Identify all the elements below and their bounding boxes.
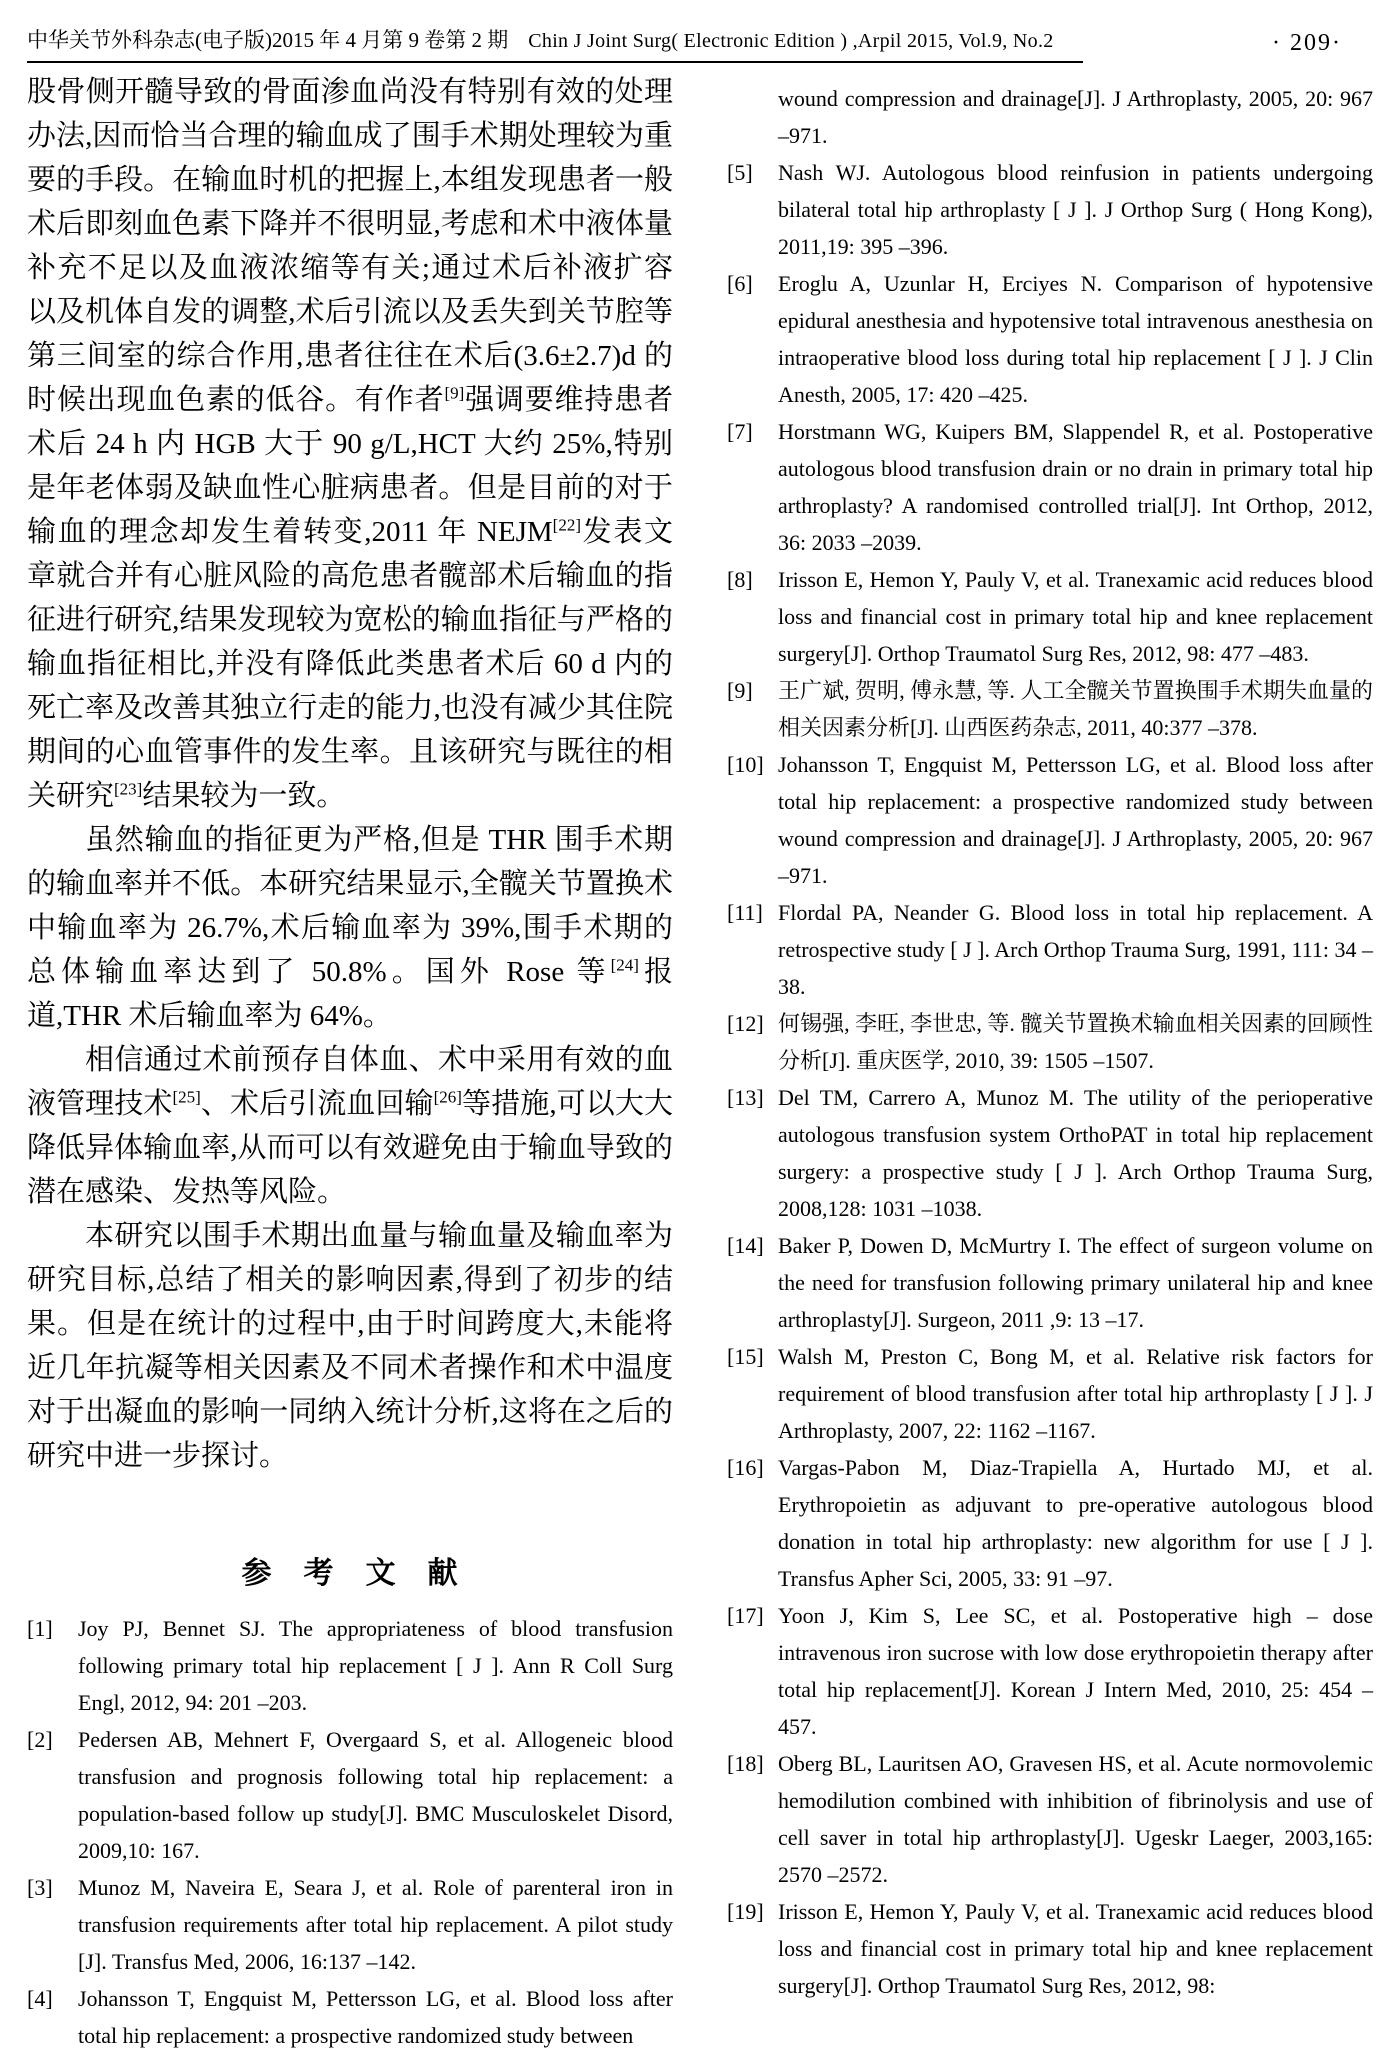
reference-text: Walsh M, Preston C, Bong M, et al. Relative risk factors for requirement of blood transfusion after total hip arthroplasty [ J ]. J Arthroplasty, 2007, 22: 1162 –1167. — [778, 1344, 1373, 1443]
reference-item — [727, 561, 1373, 672]
references-heading: 参 考 文 献 — [241, 1557, 459, 1590]
reference-number: [13] — [727, 1085, 764, 1110]
reference-item — [727, 154, 1373, 265]
citation-superscript: [24] — [610, 955, 639, 975]
reference-item — [727, 265, 1373, 413]
journal-title-en: Chin J Joint Surg( Electronic Edition ) ,Arpil 2015, Vol.9, No.2 — [528, 30, 1054, 52]
reference-item — [727, 894, 1373, 1005]
reference-number: [19] — [727, 1899, 764, 1924]
references-column-left — [27, 1610, 673, 2054]
reference-text: Oberg BL, Lauritsen AO, Gravesen HS, et al. Acute normovolemic hemodilution combined with inhibition of fibrinolysis and use of cell saver in total hip arthroplasty[J]. Ugeskr Laeger, 2003,165: 2570 –2572. — [778, 1751, 1373, 1887]
reference-number: [7] — [727, 419, 753, 444]
reference-item — [27, 1980, 673, 2054]
reference-text: 何锡强, 李旺, 李世忠, 等. 髋关节置换术输血相关因素的回顾性分析[J]. 重庆医学, 2010, 39: 1505 –1507. — [778, 1011, 1373, 1073]
reference-item — [727, 1449, 1373, 1597]
reference-item — [727, 672, 1373, 746]
citation-superscript: [22] — [552, 515, 581, 535]
reference-item — [727, 1745, 1373, 1893]
reference-number: [1] — [27, 1616, 53, 1641]
paragraph: 本研究以围手术期出血量与输血量及输血率为研究目标,总结了相关的影响因素,得到了初步的结果。但是在统计的过程中,由于时间跨度大,未能将近几年抗凝等相关因素及不同术者操作和术中温度对于出凝血的影响一同纳入统计分析,这将在之后的研究中进一步探讨。 — [27, 1220, 673, 1472]
reference-text: Del TM, Carrero A, Munoz M. The utility of the perioperative autologous transfusion system OrthoPAT in total hip replacement surgery: a prospective study [ J ]. Arch Orthop Trauma Surg, 2008,128: 1031 –1038. — [778, 1085, 1373, 1221]
reference-text: Yoon J, Kim S, Lee SC, et al. Postoperative high – dose intravenous iron sucrose with low dose erythropoietin therapy after total hip replacement[J]. Korean J Intern Med, 2010, 25: 454 – 457. — [778, 1603, 1373, 1739]
paragraph: 股骨侧开髓导致的骨面渗血尚没有特别有效的处理办法,因而恰当合理的输血成了围手术期处理较为重要的手段。在输血时机的把握上,本组发现患者一般术后即刻血色素下降并不很明显,考虑和术中液体量补充不足以及血液浓缩等有关;通过术后补液扩容以及机体自发的调整,术后引流以及丢失到关节腔等第三间室的综合作用,患者往往在术后(3.6±2.7)d 的时候出现血色素的低谷。有作者[9]强调要维持患者术后 24 h 内 HGB 大于 90 g/L,HCT 大约 25%,特别是年老体弱及缺血性心脏病患者。但是目前的对于输血的理念却发生着转变,2011 年 NEJM[22]发表文章就合并有心脏风险的高危患者髋部术后输血的指征进行研究,结果发现较为宽松的输血指征与严格的输血指征相比,并没有降低此类患者术后 60 d 内的死亡率及改善其独立行走的能力,也没有减少其住院期间的心血管事件的发生率。且该研究与既往的相关研究[23]结果较为一致。 — [27, 76, 673, 812]
reference-text: Horstmann WG, Kuipers BM, Slappendel R, et al. Postoperative autologous blood transfusion drain or no drain in primary total hip arthroplasty? A randomised controlled trial[J]. Int Orthop, 2012, 36: 2033 –2039. — [778, 419, 1373, 555]
reference-text: Johansson T, Engquist M, Pettersson LG, et al. Blood loss after total hip replacement: a prospective randomized study between wound compression and drainage[J]. J Arthroplasty, 2005, 20: 967 –971. — [778, 752, 1373, 888]
reference-item — [727, 413, 1373, 561]
reference-text: 王广斌, 贺明, 傅永慧, 等. 人工全髋关节置换围手术期失血量的相关因素分析[J]. 山西医药杂志, 2011, 40:377 –378. — [778, 678, 1373, 740]
reference-text: Munoz M, Naveira E, Seara J, et al. Role of parenteral iron in transfusion requirements after total hip replacement. A pilot study [J]. Transfus Med, 2006, 16:137 –142. — [78, 1875, 673, 1974]
reference-number: [12] — [727, 1011, 764, 1036]
page-number: · 209· — [1272, 30, 1342, 56]
reference-text: Irisson E, Hemon Y, Pauly V, et al. Tranexamic acid reduces blood loss and financial cost in primary total hip and knee replacement surgery[J]. Orthop Traumatol Surg Res, 2012, 98: — [778, 1899, 1373, 1998]
reference-item — [27, 1869, 673, 1980]
reference-text: Baker P, Dowen D, McMurtry I. The effect of surgeon volume on the need for transfusion following primary unilateral hip and knee arthroplasty[J]. Surgeon, 2011 ,9: 13 –17. — [778, 1233, 1373, 1332]
reference-item — [727, 1227, 1373, 1338]
reference-item — [27, 1721, 673, 1869]
citation-superscript: [9] — [444, 383, 465, 403]
reference-text: Nash WJ. Autologous blood reinfusion in patients undergoing bilateral total hip arthroplasty [ J ]. J Orthop Surg ( Hong Kong), 2011,19: 395 –396. — [778, 160, 1373, 259]
reference-number: [4] — [27, 1986, 53, 2011]
references-column-right — [727, 80, 1373, 2004]
reference-text: Johansson T, Engquist M, Pettersson LG, et al. Blood loss after total hip replacement: a prospective randomized study between — [78, 1986, 673, 2048]
reference-number — [727, 80, 778, 154]
reference-item — [727, 1338, 1373, 1449]
reference-item — [727, 1079, 1373, 1227]
page-header — [27, 24, 1083, 63]
paragraph: 虽然输血的指征更为严格,但是 THR 围手术期的输血率并不低。本研究结果显示,全髋关节置换术中输血率为 26.7%,术后输血率为 39%,围手术期的总体输血率达到了 50.8%。国外 Rose 等[24]报道,THR 术后输血率为 64%。 — [27, 824, 673, 1032]
reference-number: [15] — [727, 1344, 764, 1369]
reference-number: [2] — [27, 1727, 53, 1752]
reference-text: Vargas-Pabon M, Diaz-Trapiella A, Hurtado MJ, et al. Erythropoietin as adjuvant to pre-operative autologous blood donation in total hip arthroplasty: new algorithm for use [ J ]. Transfus Apher Sci, 2005, 33: 91 –97. — [778, 1455, 1373, 1591]
discussion-paragraphs — [27, 70, 673, 1478]
reference-item — [727, 1893, 1373, 2004]
reference-number: [9] — [727, 678, 753, 703]
reference-text: Flordal PA, Neander G. Blood loss in total hip replacement. A retrospective study [ J ]. Arch Orthop Trauma Surg, 1991, 111: 34 –38. — [778, 900, 1373, 999]
reference-text: Joy PJ, Bennet SJ. The appropriateness of blood transfusion following primary total hip replacement [ J ]. Ann R Coll Surg Engl, 2012, 94: 201 –203. — [78, 1616, 673, 1715]
reference-text: Irisson E, Hemon Y, Pauly V, et al. Tranexamic acid reduces blood loss and financial cost in primary total hip and knee replacement surgery[J]. Orthop Traumatol Surg Res, 2012, 98: 477 –483. — [778, 567, 1373, 666]
reference-item — [727, 1005, 1373, 1079]
reference-number: [16] — [727, 1455, 764, 1480]
reference-number: [18] — [727, 1751, 764, 1776]
citation-superscript: [26] — [433, 1087, 462, 1107]
reference-number: [6] — [727, 271, 753, 296]
reference-text: Pedersen AB, Mehnert F, Overgaard S, et al. Allogeneic blood transfusion and prognosis following total hip replacement: a population-based follow up study[J]. BMC Musculoskelet Disord, 2009,10: 167. — [78, 1727, 673, 1863]
reference-number: [11] — [727, 900, 763, 925]
reference-number: [10] — [727, 752, 764, 777]
reference-item — [727, 746, 1373, 894]
reference-number: [3] — [27, 1875, 53, 1900]
reference-number: [14] — [727, 1233, 764, 1258]
reference-number: [5] — [727, 160, 753, 185]
citation-superscript: [25] — [172, 1087, 201, 1107]
reference-number: [17] — [727, 1603, 764, 1628]
reference-text: wound compression and drainage[J]. J Arthroplasty, 2005, 20: 967 –971. — [778, 86, 1373, 148]
reference-number: [8] — [727, 567, 753, 592]
journal-title-cn: 中华关节外科杂志(电子版)2015 年 4 月第 9 卷第 2 期 — [27, 28, 509, 52]
paragraph: 相信通过术前预存自体血、术中采用有效的血液管理技术[25]、术后引流血回输[26]等措施,可以大大降低异体输血率,从而可以有效避免由于输血导致的潜在感染、发热等风险。 — [27, 1044, 673, 1208]
citation-superscript: [23] — [114, 779, 143, 799]
reference-text: Eroglu A, Uzunlar H, Erciyes N. Comparison of hypotensive epidural anesthesia and hypotensive total intravenous anesthesia on intraoperative blood loss during total hip replacement [ J ]. J Clin Anesth, 2005, 17: 420 –425. — [778, 271, 1373, 407]
reference-continuation — [727, 80, 1373, 154]
reference-item — [27, 1610, 673, 1721]
reference-item — [727, 1597, 1373, 1745]
